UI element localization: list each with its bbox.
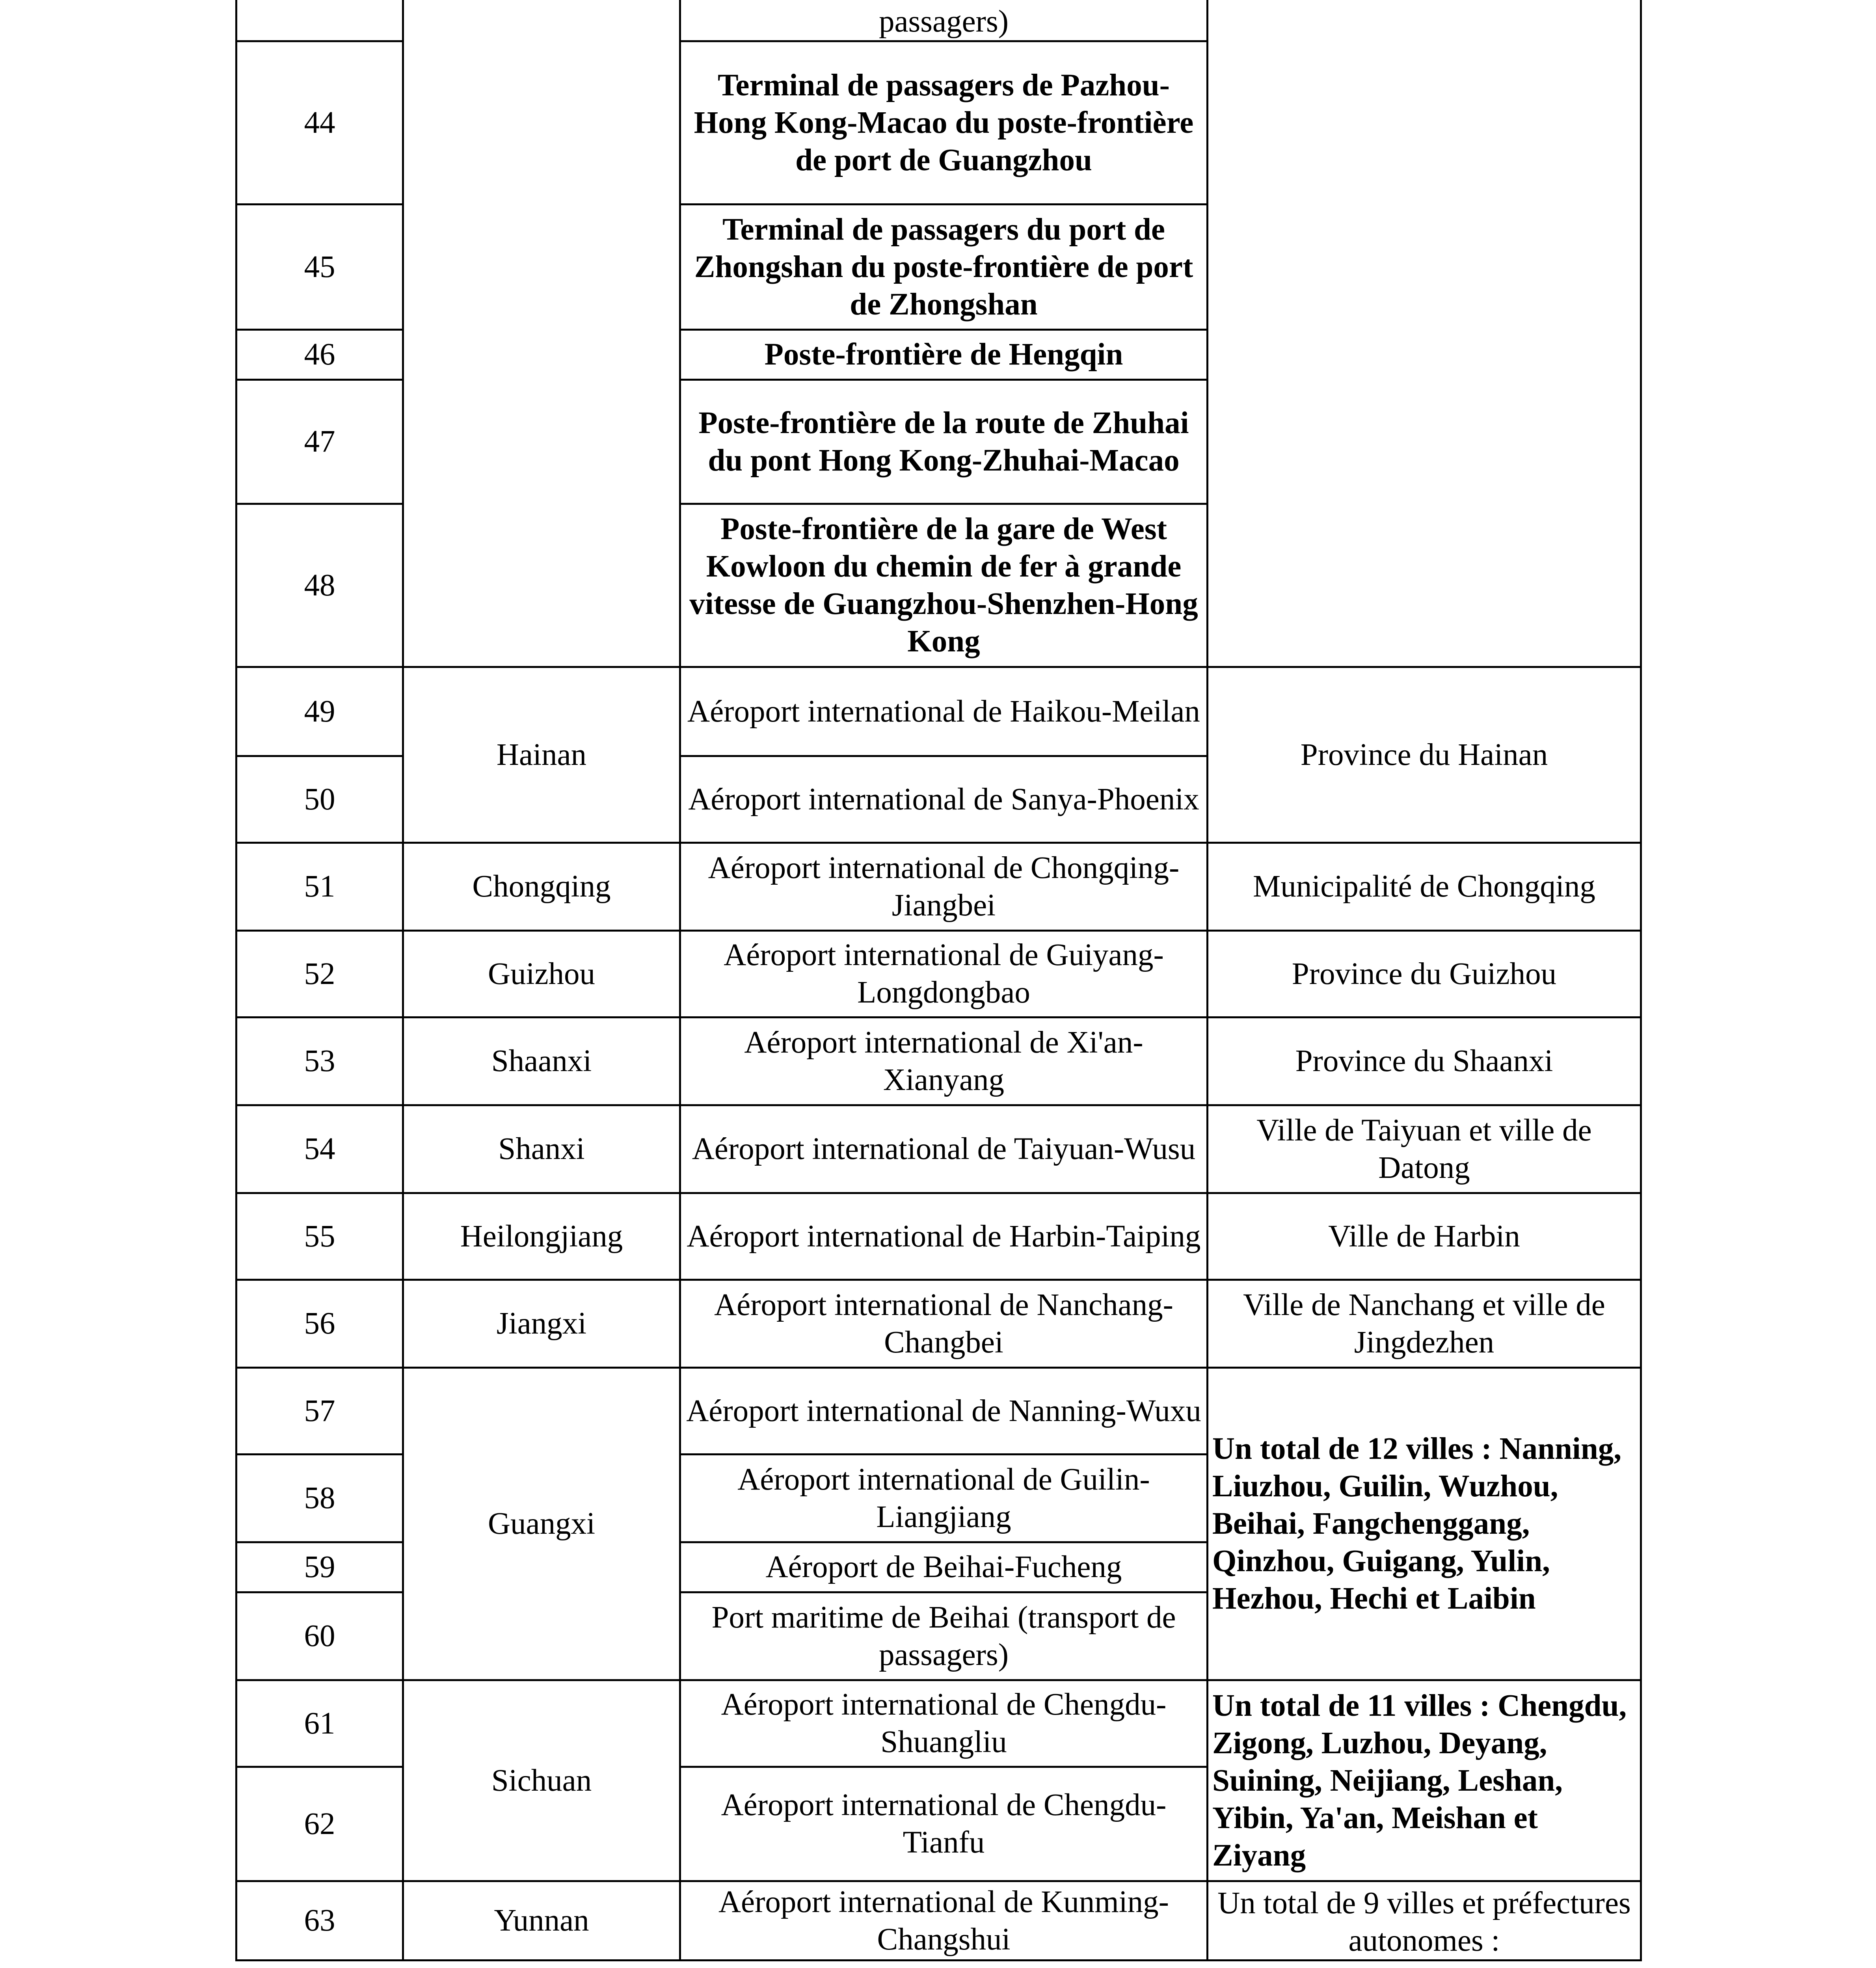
province-cell — [403, 0, 680, 667]
area-cell: Ville de Nanchang et ville de Jingdezhen — [1208, 1280, 1641, 1367]
province-cell: Yunnan — [403, 1881, 680, 1960]
row-number-cell: 59 — [236, 1542, 403, 1592]
row-number-cell: 60 — [236, 1592, 403, 1680]
table-row — [236, 1881, 1641, 1960]
area-cell: Ville de Taiyuan et ville de Datong — [1208, 1105, 1641, 1193]
area-cell — [1208, 0, 1641, 667]
province-cell: Shaanxi — [403, 1017, 680, 1105]
port-cell: Aéroport international de Haikou-Meilan — [680, 667, 1208, 756]
area-cell: Municipalité de Chongqing — [1208, 843, 1641, 930]
province-cell: Chongqing — [403, 843, 680, 930]
row-number-cell: 55 — [236, 1193, 403, 1280]
port-cell: Aéroport de Beihai-Fucheng — [680, 1542, 1208, 1592]
area-cell: Un total de 9 villes et préfectures autonomes : — [1208, 1881, 1641, 1960]
port-cell: Aéroport international de Chengdu-Tianfu — [680, 1767, 1208, 1881]
table-row — [236, 1367, 1641, 1454]
row-number-cell: 58 — [236, 1454, 403, 1542]
table-row — [236, 843, 1641, 930]
area-cell: Un total de 12 villes : Nanning, Liuzhou, Guilin, Wuzhou, Beihai, Fangchenggang, Qinzhou, Guigang, Yulin, Hezhou, Hechi et Laibin — [1208, 1367, 1641, 1680]
row-number-cell: 50 — [236, 756, 403, 843]
port-cell: Poste-frontière de Hengqin — [680, 329, 1208, 379]
area-cell: Province du Guizhou — [1208, 930, 1641, 1017]
row-number-cell: 47 — [236, 379, 403, 504]
row-number-cell: 56 — [236, 1280, 403, 1367]
area-cell: Ville de Harbin — [1208, 1193, 1641, 1280]
port-cell: passagers) — [680, 0, 1208, 41]
port-cell: Aéroport international de Guilin-Liangjiang — [680, 1454, 1208, 1542]
row-number-cell: 44 — [236, 41, 403, 204]
port-cell: Aéroport international de Nanning-Wuxu — [680, 1367, 1208, 1454]
row-number-cell: 53 — [236, 1017, 403, 1105]
table-row — [236, 1280, 1641, 1367]
table-row — [236, 930, 1641, 1017]
table-row — [236, 0, 1641, 41]
row-number-cell — [236, 0, 403, 41]
port-cell: Aéroport international de Taiyuan-Wusu — [680, 1105, 1208, 1193]
port-cell: Aéroport international de Xi'an-Xianyang — [680, 1017, 1208, 1105]
port-cell: Aéroport international de Kunming-Changshui — [680, 1881, 1208, 1960]
row-number-cell: 45 — [236, 204, 403, 329]
port-cell: Terminal de passagers de Pazhou-Hong Kong-Macao du poste-frontière de port de Guangzhou — [680, 41, 1208, 204]
port-cell: Terminal de passagers du port de Zhongshan du poste-frontière de port de Zhongshan — [680, 204, 1208, 329]
table-row — [236, 667, 1641, 756]
port-cell: Aéroport international de Nanchang-Changbei — [680, 1280, 1208, 1367]
port-cell: Aéroport international de Sanya-Phoenix — [680, 756, 1208, 843]
port-cell: Aéroport international de Chengdu-Shuangliu — [680, 1680, 1208, 1767]
row-number-cell: 57 — [236, 1367, 403, 1454]
table-row — [236, 1193, 1641, 1280]
row-number-cell: 54 — [236, 1105, 403, 1193]
province-cell: Heilongjiang — [403, 1193, 680, 1280]
area-cell: Province du Hainan — [1208, 667, 1641, 843]
port-cell: Aéroport international de Guiyang-Longdongbao — [680, 930, 1208, 1017]
area-cell: Un total de 11 villes : Chengdu, Zigong, Luzhou, Deyang, Suining, Neijiang, Leshan, Yibin, Ya'an, Meishan et Ziyang — [1208, 1680, 1641, 1881]
port-cell: Port maritime de Beihai (transport de passagers) — [680, 1592, 1208, 1680]
ports-table — [235, 0, 1642, 1961]
table-row — [236, 1105, 1641, 1193]
table-row — [236, 1017, 1641, 1105]
province-cell: Sichuan — [403, 1680, 680, 1881]
area-cell: Province du Shaanxi — [1208, 1017, 1641, 1105]
port-cell: Poste-frontière de la route de Zhuhai du pont Hong Kong-Zhuhai-Macao — [680, 379, 1208, 504]
row-number-cell: 51 — [236, 843, 403, 930]
province-cell: Shanxi — [403, 1105, 680, 1193]
province-cell: Guangxi — [403, 1367, 680, 1680]
province-cell: Guizhou — [403, 930, 680, 1017]
port-cell: Poste-frontière de la gare de West Kowloon du chemin de fer à grande vitesse de Guangzhou-Shenzhen-Hong Kong — [680, 504, 1208, 667]
row-number-cell: 62 — [236, 1767, 403, 1881]
table-row — [236, 1680, 1641, 1767]
row-number-cell: 46 — [236, 329, 403, 379]
province-cell: Hainan — [403, 667, 680, 843]
port-cell: Aéroport international de Chongqing-Jiangbei — [680, 843, 1208, 930]
province-cell: Jiangxi — [403, 1280, 680, 1367]
port-cell: Aéroport international de Harbin-Taiping — [680, 1193, 1208, 1280]
row-number-cell: 49 — [236, 667, 403, 756]
row-number-cell: 48 — [236, 504, 403, 667]
row-number-cell: 52 — [236, 930, 403, 1017]
row-number-cell: 63 — [236, 1881, 403, 1960]
row-number-cell: 61 — [236, 1680, 403, 1767]
table-body — [236, 0, 1641, 1960]
